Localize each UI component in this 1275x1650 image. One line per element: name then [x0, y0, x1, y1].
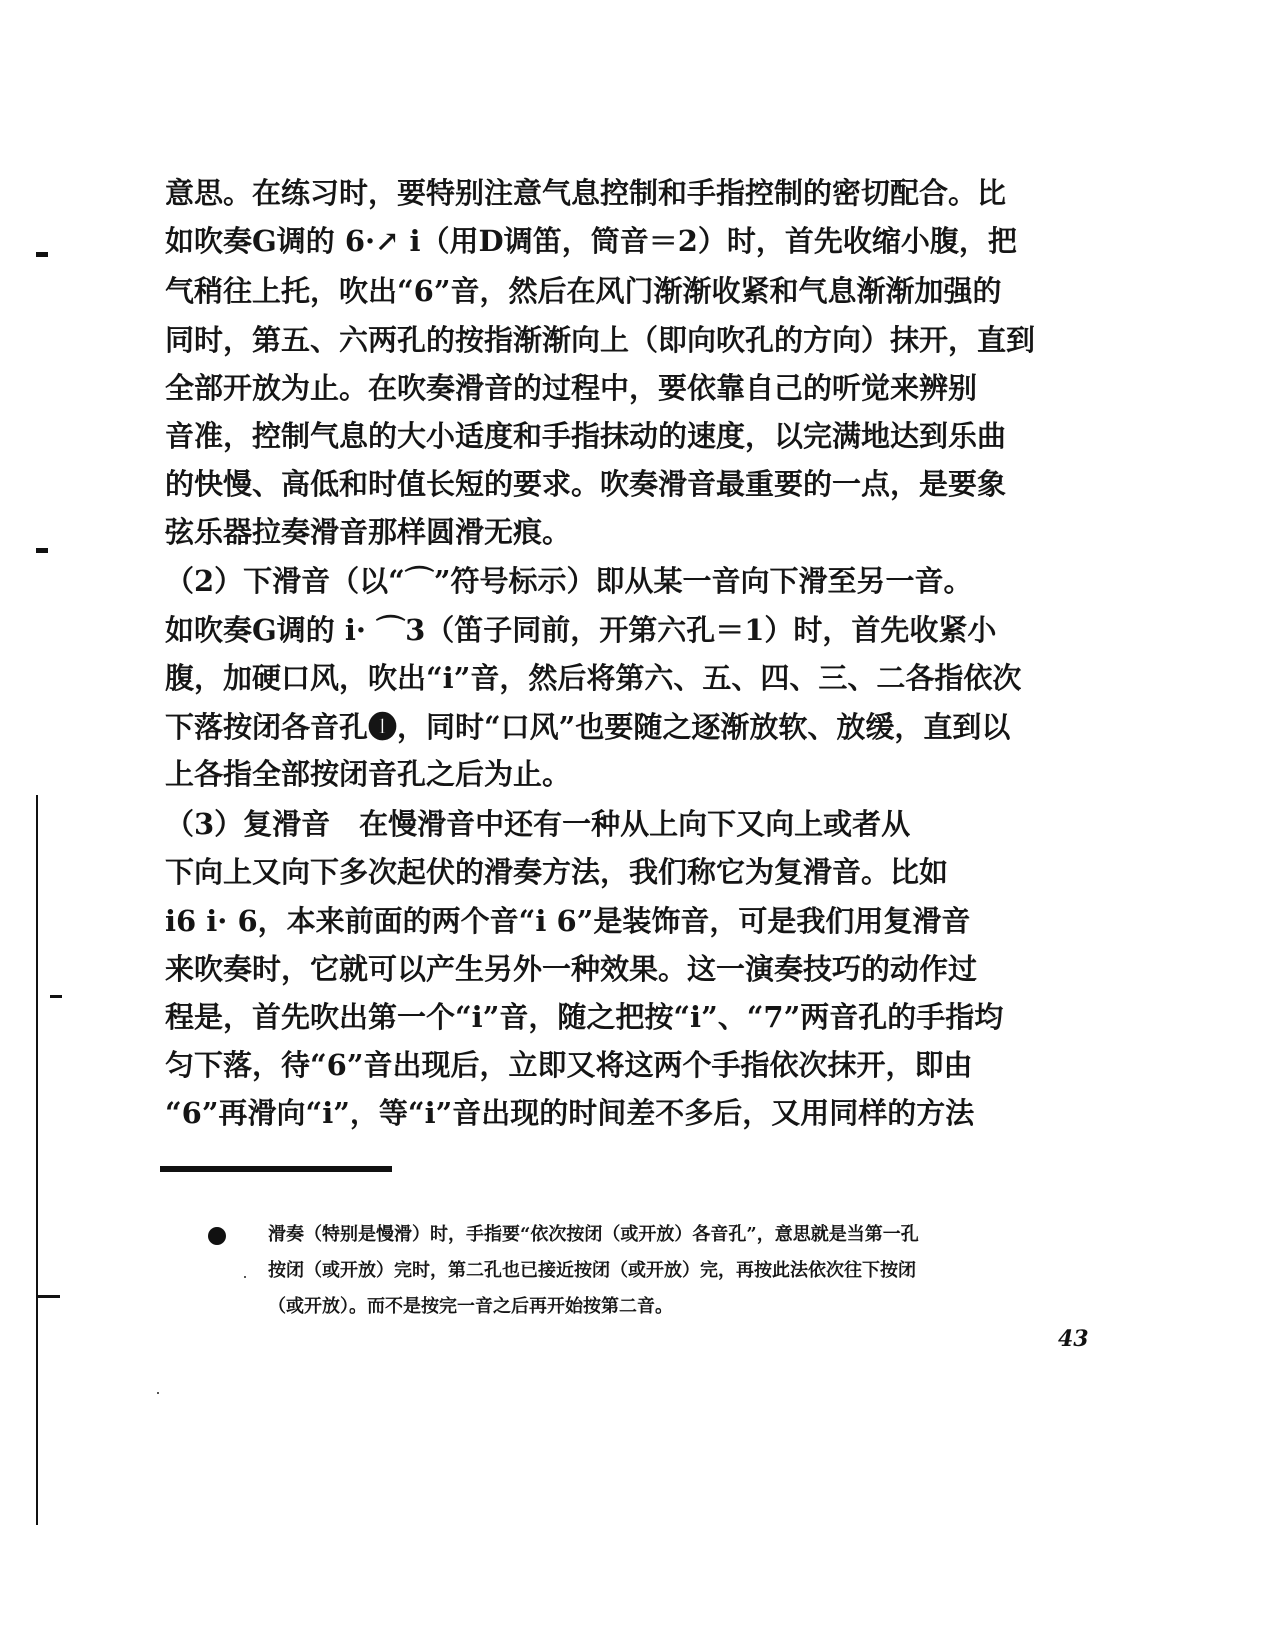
footnote-line: （或开放）。而不是按完一音之后再开始按第二音。 — [268, 1296, 673, 1317]
scan-edge-mark — [36, 1295, 60, 1298]
footnote-divider — [160, 1166, 392, 1172]
scan-edge-mark — [36, 252, 48, 257]
scan-edge-mark — [50, 995, 62, 998]
footnote-line: 滑奏（特别是慢滑）时，手指要“依次按闭（或开放）各音孔”，意思就是当第一孔 — [268, 1224, 919, 1245]
text-line: 的快慢、高低和时值长短的要求。吹奏滑音最重要的一点，是要象 — [165, 467, 1007, 501]
text-line: 音准，控制气息的大小适度和手指抹动的速度，以完满地达到乐曲 — [165, 419, 1007, 453]
scan-edge-mark — [36, 548, 48, 553]
text-line: 意思。在练习时，要特别注意气息控制和手指控制的密切配合。比 — [165, 176, 1007, 210]
text-line: 同时，第五、六两孔的按指渐渐向上（即向吹孔的方向）抹开，直到 — [165, 323, 1036, 357]
text-line: i6 i· 6，本来前面的两个音“i 6”是装饰音，可是我们用复滑音 — [165, 904, 971, 938]
text-line: 全部开放为止。在吹奏滑音的过程中，要依靠自己的听觉来辨别 — [165, 371, 978, 405]
scan-dot — [157, 1392, 159, 1394]
text-line: 来吹奏时，它就可以产生另外一种效果。这一演奏技巧的动作过 — [165, 952, 978, 986]
text-line: 如吹奏G调的 6·↗ i（用D调笛，筒音＝2）时，首先收缩小腹，把 — [165, 224, 1017, 258]
text-line: 如吹奏G调的 i· ⌒3（笛子同前，开第六孔＝1）时，首先收紧小 — [165, 613, 997, 647]
text-line: 气稍往上托，吹出“6”音，然后在风门渐渐收紧和气息渐渐加强的 — [165, 274, 1002, 308]
text-line: 弦乐器拉奏滑音那样圆滑无痕。 — [165, 515, 572, 549]
text-line: （3）复滑音 在慢滑音中还有一种从上向下又向上或者从 — [165, 807, 911, 841]
scan-edge-mark — [36, 795, 38, 1525]
text-line: 下向上又向下多次起伏的滑奏方法，我们称它为复滑音。比如 — [165, 855, 949, 889]
text-line: 腹，加硬口风，吹出“i”音，然后将第六、五、四、三、二各指依次 — [165, 661, 1022, 695]
scan-dot — [244, 1276, 246, 1278]
text-line: 下落按闭各音孔❶，同时“口风”也要随之逐渐放软、放缓，直到以 — [165, 710, 1011, 744]
footnote-marker-icon — [208, 1227, 226, 1245]
text-line: “6”再滑向“i”，等“i”音出现的时间差不多后，又用同样的方法 — [165, 1096, 975, 1130]
page-number: 43 — [1058, 1326, 1089, 1352]
text-line: （2）下滑音（以“⌒”符号标示）即从某一音向下滑至另一音。 — [165, 564, 973, 598]
footnote-line: 按闭（或开放）完时，第二孔也已接近按闭（或开放）完，再按此法依次往下按闭 — [268, 1260, 916, 1281]
text-line: 上各指全部按闭音孔之后为止。 — [165, 757, 572, 791]
text-line: 程是，首先吹出第一个“i”音，随之把按“i”、“7”两音孔的手指均 — [165, 1000, 1004, 1034]
text-line: 匀下落，待“6”音出现后，立即又将这两个手指依次抹开，即由 — [165, 1048, 973, 1082]
